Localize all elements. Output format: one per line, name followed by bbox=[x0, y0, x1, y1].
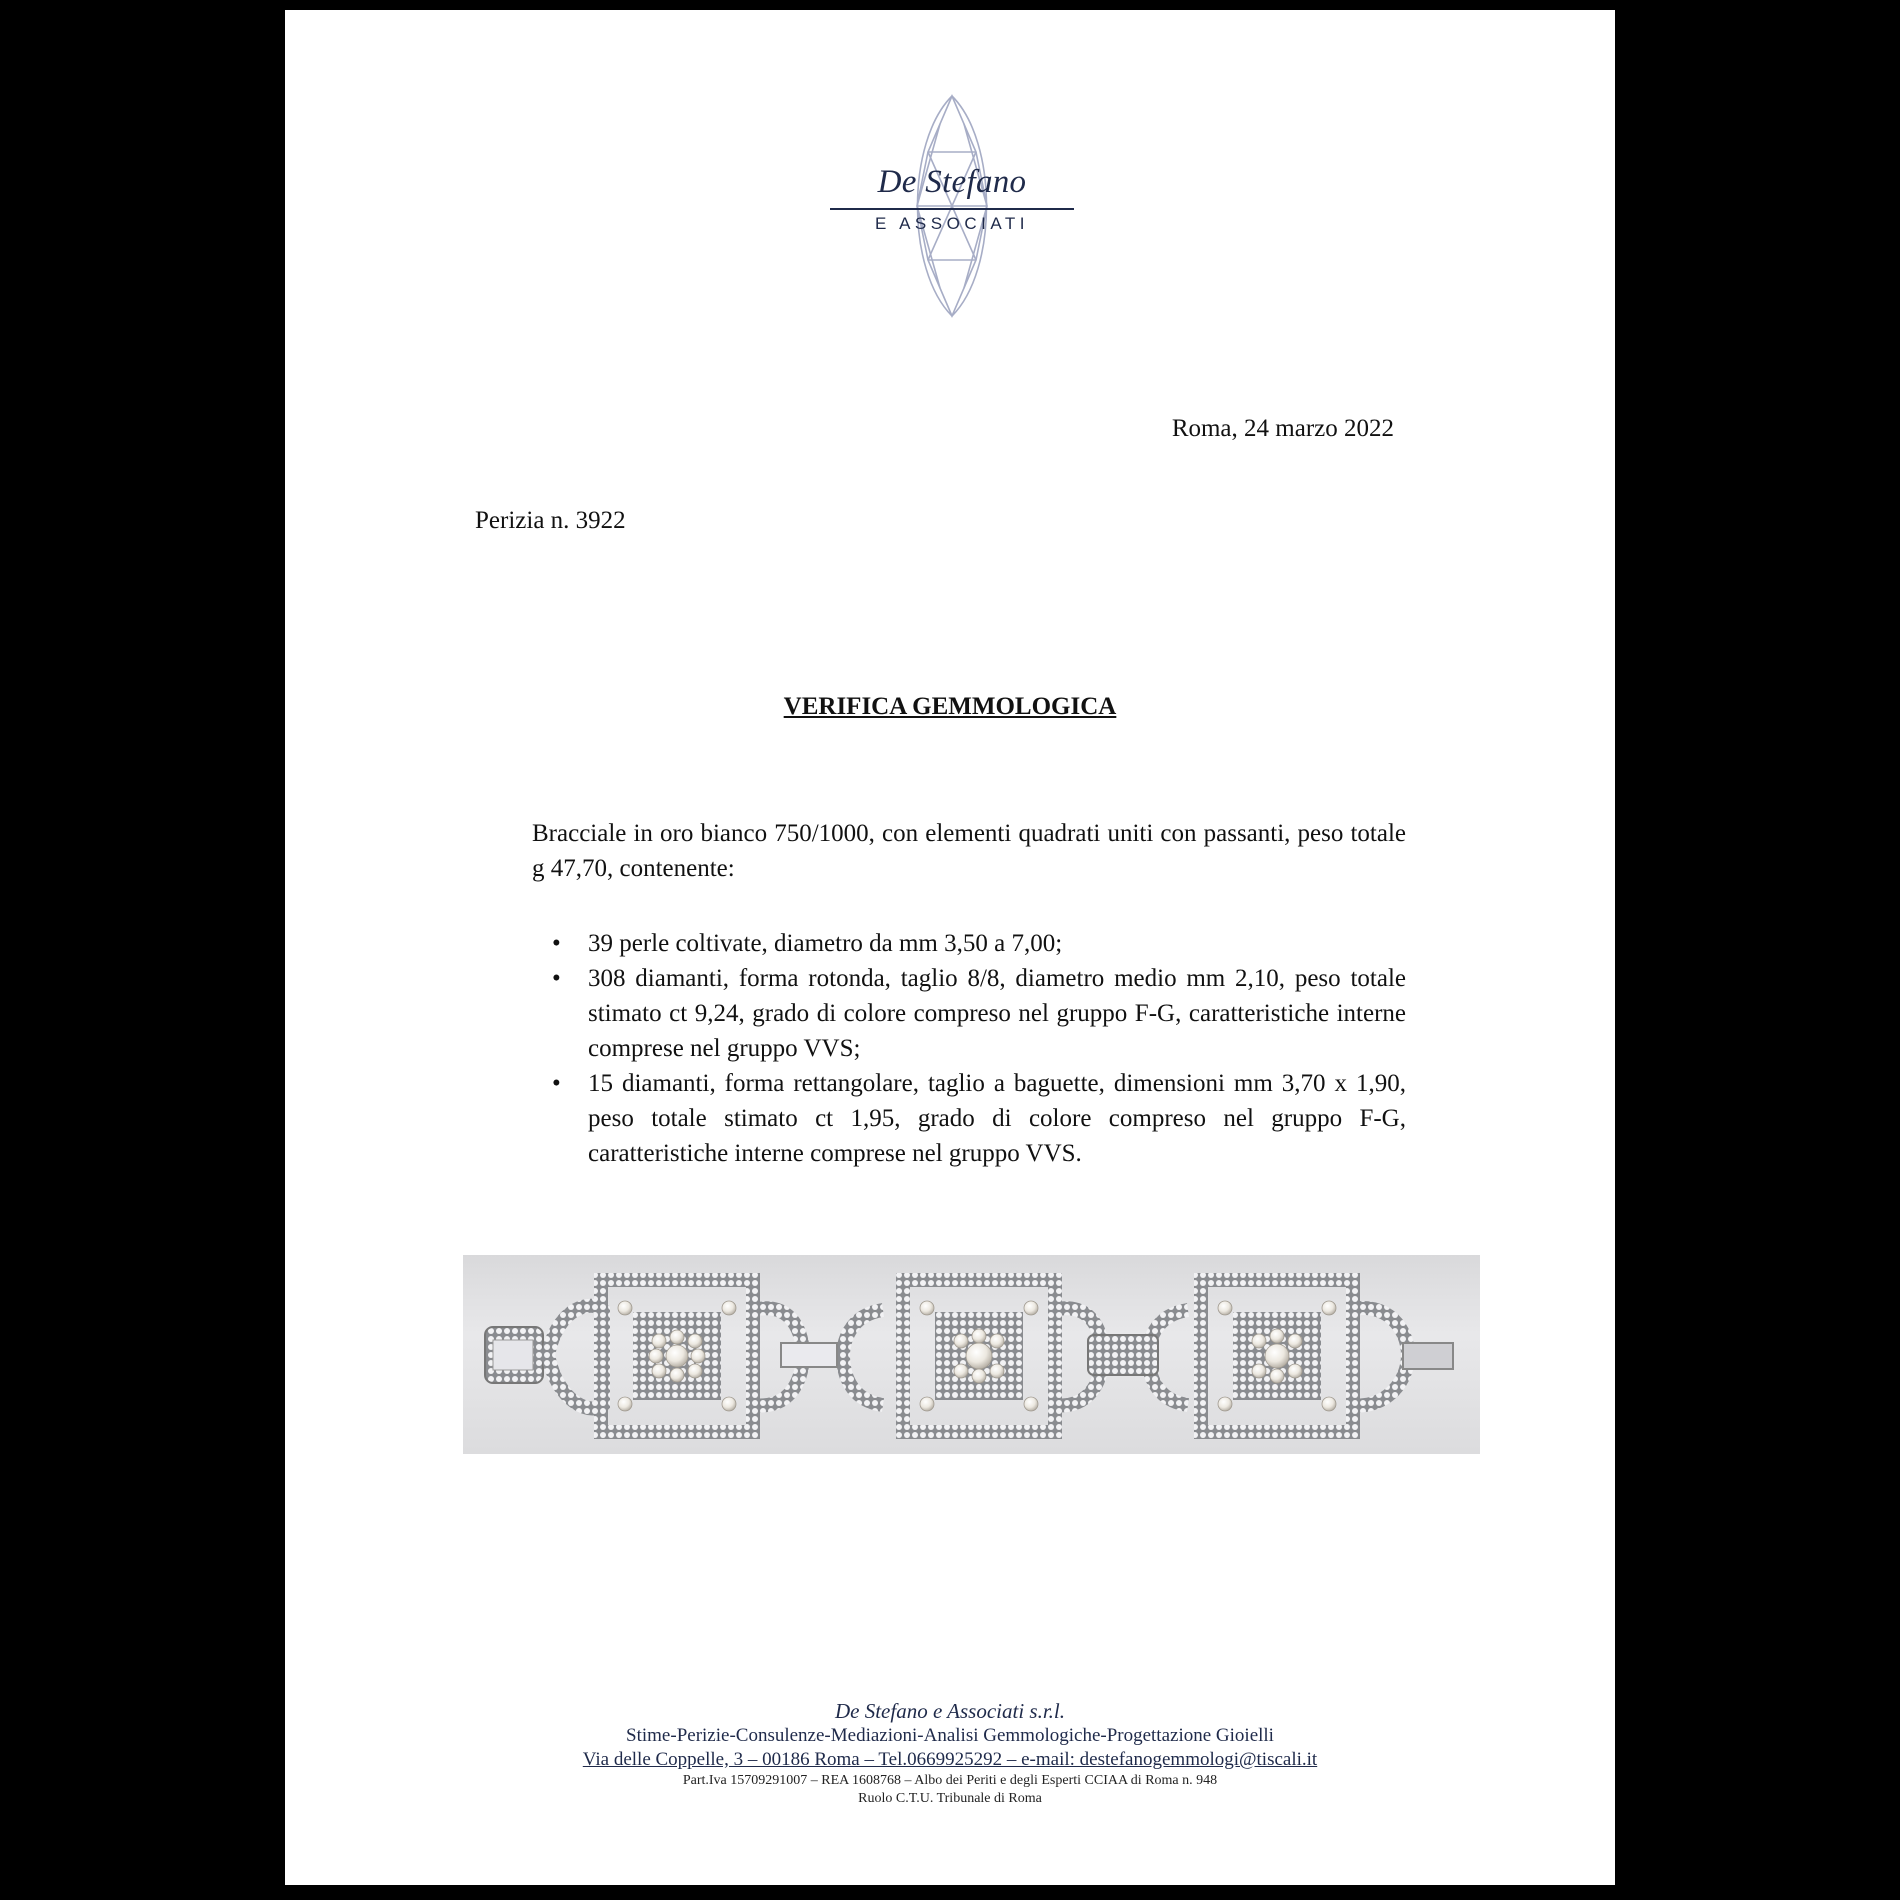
document-date: Roma, 24 marzo 2022 bbox=[1171, 415, 1394, 442]
footer-company: De Stefano e Associati s.r.l. bbox=[834, 1699, 1065, 1723]
footer-court-registry: Ruolo C.T.U. Tribunale di Roma bbox=[858, 1791, 1042, 1806]
bullet-icon: • bbox=[552, 930, 561, 957]
brand-name: De Stefano bbox=[877, 164, 1027, 200]
footer-address: Via delle Coppelle, 3 – 00186 Roma – Tel.0669925292 – e-mail: destefanogemmologi@tiscali.it bbox=[582, 1749, 1318, 1770]
footer-registry: Part.Iva 15709291007 – REA 1608768 – Albo dei Periti e degli Esperti CCIAA di Roma n. 948 bbox=[682, 1773, 1218, 1788]
appraisal-number: Perizia n. 3922 bbox=[475, 507, 626, 534]
bracelet-image bbox=[463, 1255, 1480, 1454]
list-item bbox=[532, 961, 1406, 1066]
footer-services: Stime-Perizie-Consulenze-Mediazioni-Analisi Gemmologiche-Progettazione Gioielli bbox=[626, 1725, 1274, 1746]
document-page bbox=[285, 10, 1615, 1885]
list-item-text: 15 diamanti, forma rettangolare, taglio a baguette, dimensioni mm 3,70 x 1,90, peso totale stimato ct 1,95, grado di colore compreso nel gruppo F-G, caratteristiche interne comprese nel gruppo VVS. bbox=[588, 1070, 1406, 1167]
brand-divider bbox=[830, 208, 1074, 210]
bullet-icon: • bbox=[552, 965, 561, 992]
list-item-text: 308 diamanti, forma rotonda, taglio 8/8, diametro medio mm 2,10, peso totale stimato ct 9,24, grado di colore compreso nel gruppo F-G, caratteristiche interne comprese nel gruppo VVS; bbox=[588, 965, 1406, 1062]
list-item bbox=[532, 1066, 1406, 1171]
item-description: Bracciale in oro bianco 750/1000, con elementi quadrati uniti con passanti, peso totale g 47,70, contenente: bbox=[532, 820, 1406, 882]
list-item bbox=[532, 926, 1406, 961]
company-logo bbox=[820, 92, 1084, 320]
list-item-text: 39 perle coltivate, diametro da mm 3,50 a 7,00; bbox=[588, 930, 1063, 957]
letterhead-footer bbox=[285, 1698, 1615, 1808]
bullet-icon: • bbox=[552, 1070, 561, 1097]
document-title: VERIFICA GEMMOLOGICA bbox=[783, 693, 1117, 720]
bracelet-photo bbox=[463, 1255, 1480, 1454]
stone-list bbox=[532, 926, 1406, 1171]
brand-subtitle: E ASSOCIATI bbox=[874, 214, 1030, 233]
marquise-diamond-icon bbox=[820, 92, 1084, 320]
